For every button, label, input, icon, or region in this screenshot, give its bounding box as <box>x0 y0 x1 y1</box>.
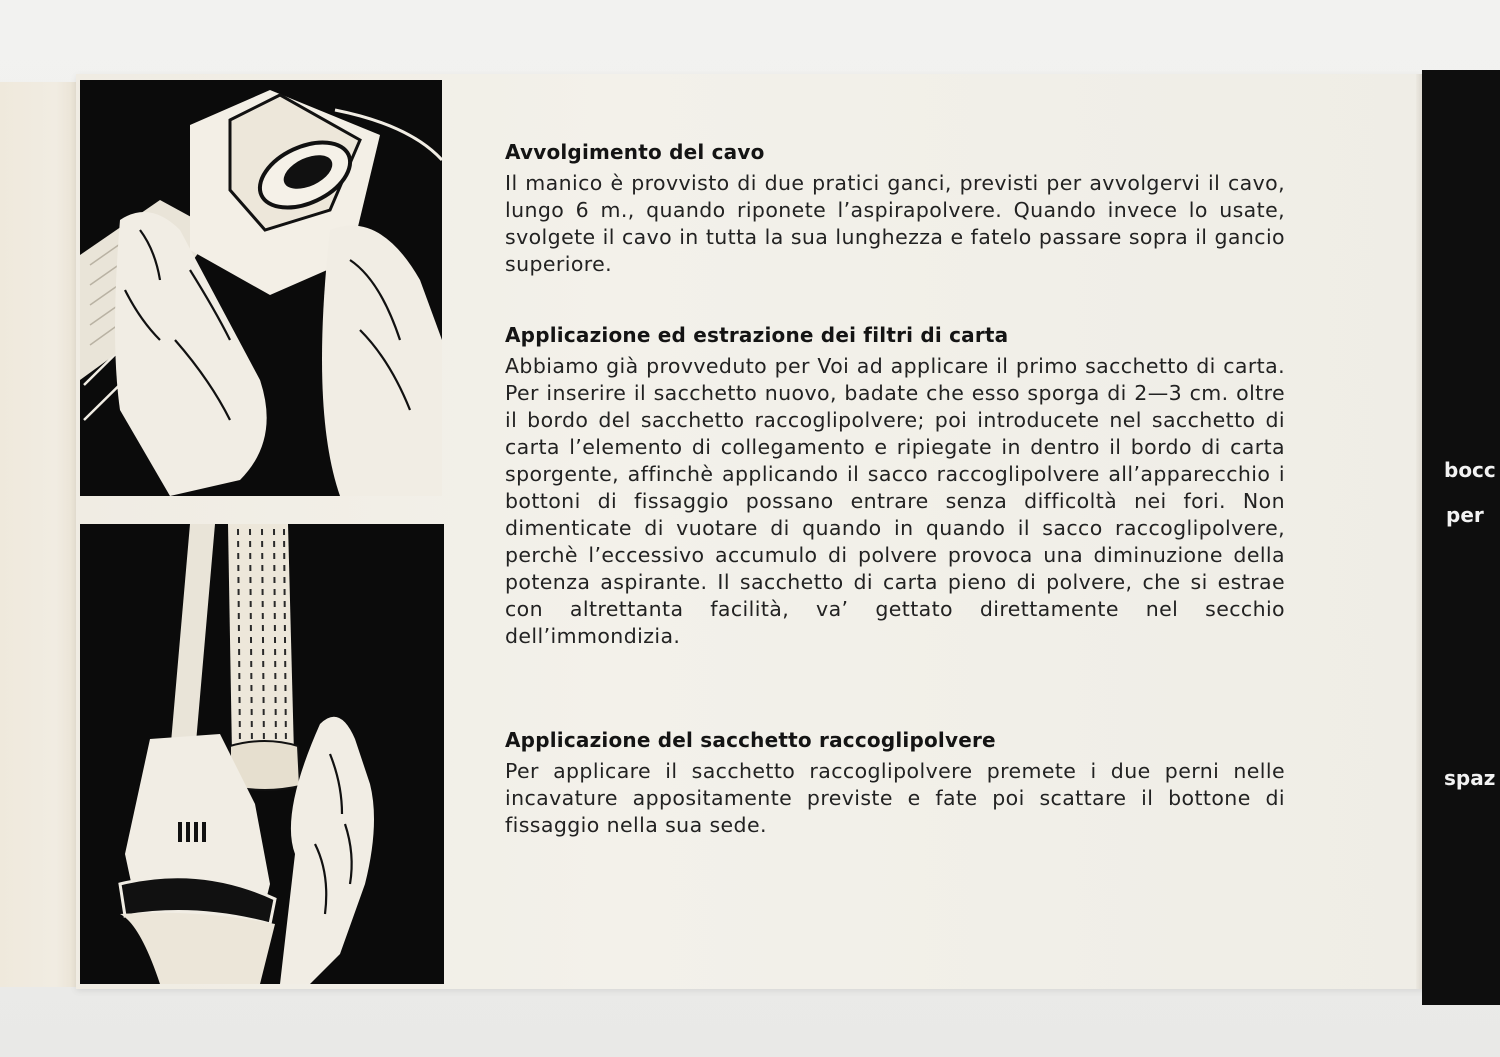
vacuum-bag-drawing <box>80 524 444 984</box>
section-body: Per applicare il sacchetto raccoglipolvere premete i due perni nelle incavature appositamente previste e fate poi scattare il bottone di fissaggio nella sua sede. <box>505 759 1285 837</box>
next-page-panel <box>1422 70 1500 1005</box>
section-dust-bag <box>505 728 1285 839</box>
left-page-flap <box>0 82 80 987</box>
section-body: Abbiamo già provveduto per Voi ad applicare il primo sacchetto di carta. Per inserire il sacchetto nuovo, badate che esso sporga di 2—3 cm. oltre il bordo del sacchetto raccoglipolvere; poi introducete nel sacchetto di carta l’elemento di collegamento e ripiegate in dentro il bordo di carta sporgente, affinchè applicando il sacco raccoglipolvere all’apparecchio i bottoni di fissaggio possano entrare senza difficoltà nei fori. Non dimenticate di vuotare di quando in quando il sacco raccoglipolvere, perchè l’eccessivo accumulo di polvere provoca una diminuzione della potenza aspirante. Il sacchetto di carta pieno di polvere, che si estrae con altrettanta facilità, va’ gettato direttamente nel secchio dell’immondizia. <box>505 354 1285 648</box>
section-heading: Applicazione ed estrazione dei filtri di carta <box>505 323 1009 347</box>
next-page-fragment: spaz <box>1444 766 1496 790</box>
section-body: Il manico è provvisto di due pratici ganci, previsti per avvolgervi il cavo, lungo 6 m., quando riponete l’aspirapolvere. Quando invece lo usate, svolgete il cavo in tutta la sua lunghezza e fatelo passare sopra il gancio superiore. <box>505 171 1285 276</box>
illustration-dust-bag <box>80 524 444 984</box>
next-page-fragment: per <box>1446 503 1484 527</box>
section-paper-filters <box>505 323 1285 650</box>
next-page-fragment: bocc <box>1444 458 1496 482</box>
hands-handle-drawing <box>80 80 442 496</box>
section-cord-winding <box>505 140 1285 278</box>
section-heading: Avvolgimento del cavo <box>505 140 765 164</box>
illustration-cord-winding <box>80 80 442 496</box>
section-heading: Applicazione del sacchetto raccoglipolvere <box>505 728 996 752</box>
